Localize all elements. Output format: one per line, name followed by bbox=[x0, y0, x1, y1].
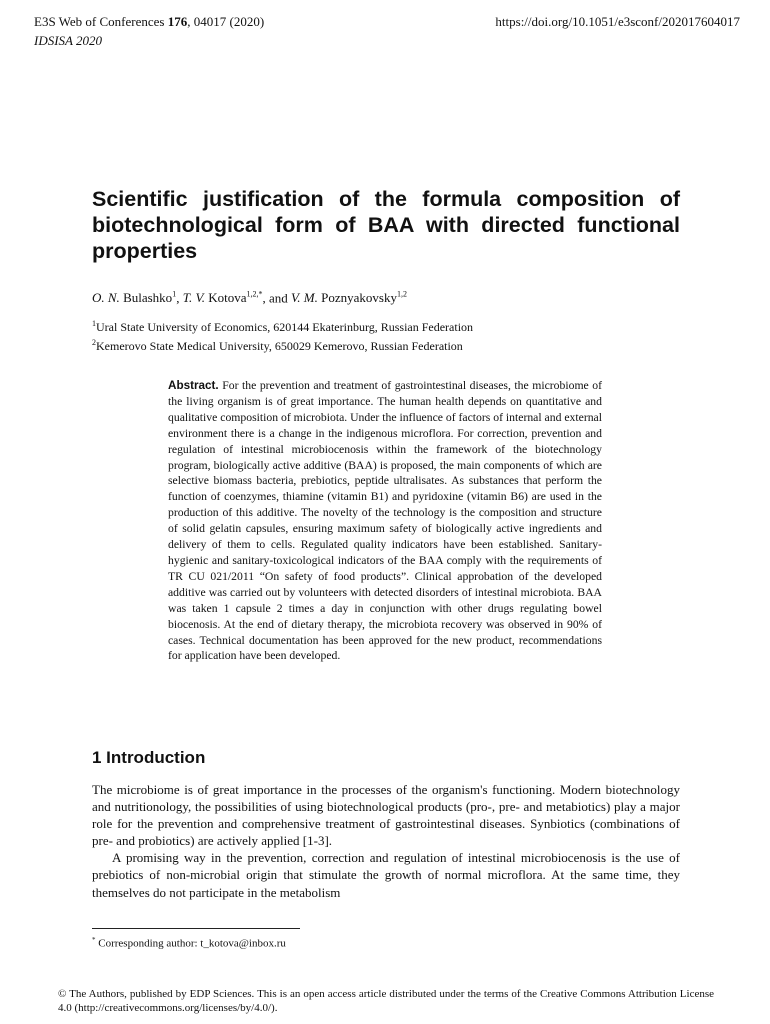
paragraph: A promising way in the prevention, correction and regulation of intestinal microbiocenosis is the use of prebiotics of non-microbial origin that stimulate the growth of normal microflora. At the same time, they themselves do not participate in the metabolism bbox=[92, 850, 680, 900]
footnote-divider bbox=[92, 928, 300, 929]
journal-name: E3S Web of Conferences bbox=[34, 14, 168, 29]
section-body bbox=[92, 781, 680, 901]
corresponding-author-email: Corresponding author: t_kotova@inbox.ru bbox=[98, 937, 286, 950]
license-notice: © The Authors, published by EDP Sciences. This is an open access article distributed under the terms of the Creative Commons Attribution License 4.0 (http://creativecommons.org/licenses/by/4.0/). bbox=[58, 988, 714, 1014]
footnote: * Corresponding author: t_kotova@inbox.ru bbox=[92, 936, 286, 950]
journal-article-number: , 04017 (2020) bbox=[187, 14, 265, 29]
affiliation: $^2$Kemerovo State Medical University, 650029 Kemerovo, Russian Federation bbox=[92, 338, 463, 353]
abstract bbox=[168, 378, 602, 664]
section-heading: 1 Introduction bbox=[92, 748, 206, 767]
paper-title: Scientific justification of the formula composition of biotechnological form of BAA with directed functional properties bbox=[92, 187, 680, 263]
journal-volume: 176 bbox=[167, 14, 188, 29]
abstract-label: Abstract. bbox=[168, 379, 219, 392]
author: T. V. Kotova$^{1,2,*}$ bbox=[182, 290, 263, 306]
affiliation-list bbox=[92, 316, 473, 354]
author-list: O. N. Bulashko$^1$, T. V. Kotova$^{1,2,*}$, and V. M. Poznyakovsky$^{1,2}$ bbox=[92, 290, 407, 306]
author: V. M. Poznyakovsky$^{1,2}$ bbox=[291, 290, 407, 306]
abstract-text: For the prevention and treatment of gastrointestinal diseases, the microbiome of the living organism is of great importance. The human health depends on quantitative and qualitative composition of microbiota. Under the influence of factors of internal and external environment there is a change in the indigenous microflora. For correction, prevention and regulation of intestinal microbiocenosis within the framework of the biotechnology program, biologically active additive (BAA) is proposed, the main components of which are selective biomass bacteria, prebiotics, peptide ultralisates. As substances that perform the function of coenzymes, thiamine (vitamin B1) and pyridoxine (vitamin B6) are used in the production of this additive. The novelty of the technology is the composition and structure of solid gelatin capsules, ensuring maximum safety of biologically active ingredients and delivery of them to cells. Regulated quality indicators have been established. Sanitary-hygienic and sanitary-toxicological indicators of the BAA comply with the requirements of TR CU 021/2011 “On safety of food products”. Clinical approbation of the developed additive was carried out by volunteers with detected disorders of intestinal microbiota. BAA was taken 1 capsule 2 times a day in conjunction with other drugs regulating bowel biocenosis. At the end of dietary therapy, the microbiota recovery was observed in 90% of cases. Technical documentation has been approved for the new product, recommendations for application have been developed. bbox=[168, 379, 602, 663]
conference-name: IDSISA 2020 bbox=[34, 33, 103, 48]
journal-citation bbox=[34, 12, 264, 31]
running-header-left bbox=[34, 12, 264, 50]
paragraph: The microbiome is of great importance in the processes of the organism's functioning. Modern biotechnology and nutritionology, the possibilities of using biotechnological products (pro-, pre- and metabiotics) play a major role for the prevention and comprehensive treatment of gastrointestinal diseases. Synbiotics (combinations of pre- and probiotics) are actively applied [1-3]. bbox=[92, 782, 680, 849]
doi-link[interactable]: https://doi.org/10.1051/e3sconf/202017604017 bbox=[495, 14, 740, 29]
author: O. N. Bulashko$^1$ bbox=[92, 290, 177, 306]
affiliation: $^1$Ural State University of Economics, 620144 Ekaterinburg, Russian Federation bbox=[92, 319, 474, 334]
